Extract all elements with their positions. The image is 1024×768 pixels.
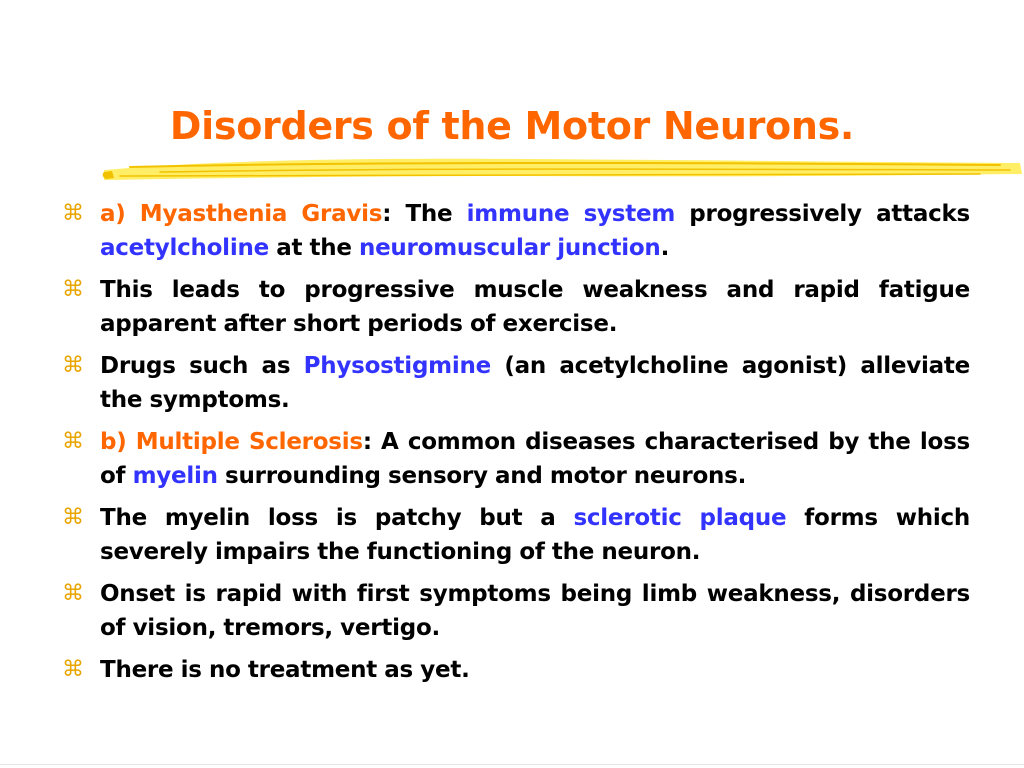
text-segment: .: [660, 235, 670, 261]
bullet-item: [62, 653, 970, 687]
stroke-tail: [103, 171, 114, 179]
bullet-list: [62, 197, 970, 695]
bullet-text: [100, 273, 970, 341]
command-key-icon: ⌘: [62, 353, 84, 378]
bullet-text: [100, 501, 970, 569]
heading-term: a) Myasthenia Gravis: [100, 201, 383, 227]
bullet-text: [100, 425, 970, 493]
text-segment: (an acetylcholine agonist) alleviate the symptoms.: [100, 353, 970, 413]
highlighter-stroke: [100, 150, 1024, 186]
bullet-text: [100, 653, 970, 687]
bullet-text: [100, 197, 970, 265]
bottom-divider: [0, 764, 1024, 765]
key-term: acetylcholine: [100, 235, 269, 261]
key-term: Physostigmine: [303, 353, 491, 379]
key-term: neuromuscular junction: [358, 235, 661, 261]
text-segment: Drugs such as: [100, 353, 304, 379]
bullet-item: [62, 425, 970, 493]
key-term: immune system: [466, 201, 676, 227]
text-segment: surrounding sensory and motor neurons.: [217, 463, 747, 489]
bullet-item: [62, 273, 970, 341]
slide-title: Disorders of the Motor Neurons.: [169, 104, 855, 148]
text-segment: progressively attacks: [675, 201, 970, 227]
bullet-item: [62, 197, 970, 265]
command-key-icon: ⌘: [62, 201, 84, 226]
bullet-text: [100, 577, 970, 645]
text-segment: This leads to progressive muscle weakness and rapid fatigue apparent after short periods of exercise.: [100, 277, 970, 337]
text-segment: There is no treatment as yet.: [100, 657, 470, 683]
text-segment: Onset is rapid with first symptoms being limb weakness, disorders of vision, tremors, vertigo.: [100, 581, 970, 641]
text-segment: : A common diseases characterised by the loss of: [100, 429, 970, 489]
command-key-icon: ⌘: [62, 429, 84, 454]
bullet-item: [62, 501, 970, 569]
heading-term: b) Multiple Sclerosis: [100, 429, 363, 455]
key-term: myelin: [132, 463, 218, 489]
command-key-icon: ⌘: [62, 657, 84, 682]
command-key-icon: ⌘: [62, 277, 84, 302]
bullet-item: [62, 349, 970, 417]
key-term: sclerotic plaque: [573, 505, 787, 531]
text-segment: The myelin loss is patchy but a: [100, 505, 574, 531]
text-segment: : The: [382, 201, 467, 227]
text-segment: forms which severely impairs the functioning of the neuron.: [100, 505, 971, 565]
bullet-item: [62, 577, 970, 645]
command-key-icon: ⌘: [62, 505, 84, 530]
text-segment: at the: [268, 235, 359, 261]
bullet-text: [100, 349, 970, 417]
command-key-icon: ⌘: [62, 581, 84, 606]
